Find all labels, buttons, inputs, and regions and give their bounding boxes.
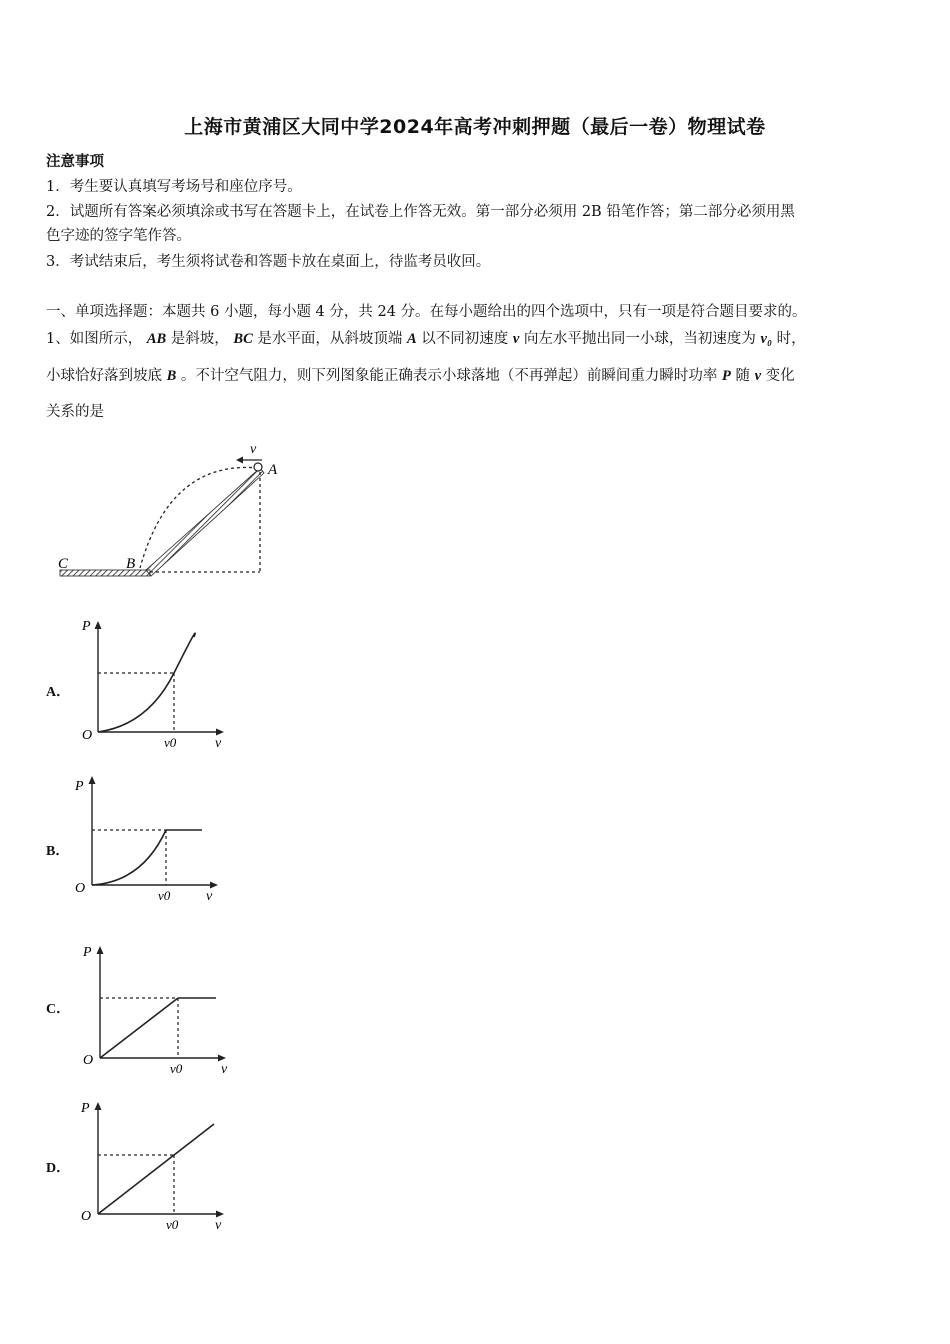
q1-a: A xyxy=(406,331,417,347)
origin-label: O xyxy=(75,881,86,896)
tick-label: v0 xyxy=(158,888,171,903)
option-d-graph xyxy=(78,1096,238,1236)
x-label: v xyxy=(221,1062,228,1077)
label-a: A xyxy=(268,462,278,478)
notice-item-2: 2．试题所有答案必须填涂或书写在答题卡上，在试卷上作答无效。第一部分必须用 2B 铅笔作答；第二部分必须用黑 xyxy=(46,204,795,220)
q1-prefix: 1、如图所示， xyxy=(46,331,143,347)
label-b: B xyxy=(126,556,136,572)
ramp-line xyxy=(100,998,178,1058)
notice-item-2-cont: 色字迹的签字笔作答。 xyxy=(46,228,191,244)
q1-line2a: 小球恰好落到坡底 xyxy=(46,368,162,384)
ball xyxy=(254,463,262,471)
section-heading: 一、单项选择题：本题共 6 小题，每小题 4 分，共 24 分。在每小题给出的四个选项中，只有一项是符合题目要求的。 xyxy=(46,304,807,320)
y-label: P xyxy=(82,619,91,634)
notice-item-3: 3．考试结束后，考生须将试卷和答题卡放在桌面上，待监考员收回。 xyxy=(46,254,491,270)
q1-p: P xyxy=(722,368,731,384)
q1-v: v xyxy=(512,331,520,347)
option-d-label: D． xyxy=(46,1161,71,1176)
x-label: v xyxy=(215,736,222,751)
question-1-line-1 xyxy=(46,329,806,349)
question-1-line-3: 关系的是 xyxy=(46,404,104,420)
x-label: v xyxy=(206,889,213,904)
q1-t3: 以不同初速度 xyxy=(421,331,509,347)
q1-line2d: 变化 xyxy=(765,368,795,384)
q1-t5: 时， xyxy=(776,331,806,347)
q1-t1: 是斜坡， xyxy=(170,331,229,347)
x-axis-arrow xyxy=(218,1055,226,1062)
curve xyxy=(92,830,166,885)
x-axis-arrow xyxy=(210,882,218,889)
ground-bc xyxy=(60,570,150,576)
option-a-label: A． xyxy=(46,685,71,700)
label-v: v xyxy=(250,442,257,457)
option-b-label: B． xyxy=(46,844,70,859)
x-label: v xyxy=(215,1218,222,1233)
tick-label: v0 xyxy=(170,1061,183,1076)
label-c: C xyxy=(58,556,69,572)
q1-v0: v₀ xyxy=(760,331,773,347)
option-b-graph xyxy=(72,772,232,912)
y-axis-arrow xyxy=(97,946,104,954)
curve xyxy=(98,633,195,732)
q1-line2c: 随 xyxy=(735,368,750,384)
origin-label: O xyxy=(83,1053,94,1068)
q1-b: B xyxy=(166,368,177,384)
ramp-line xyxy=(98,1124,214,1214)
tick-label: v0 xyxy=(164,735,177,750)
slope-figure xyxy=(50,440,290,590)
y-label: P xyxy=(83,945,92,960)
q1-t2: 是水平面，从斜坡顶端 xyxy=(257,331,403,347)
q1-v2: v xyxy=(754,368,762,384)
y-axis-arrow xyxy=(95,621,102,629)
origin-label: O xyxy=(81,1209,92,1224)
trajectory xyxy=(140,467,258,568)
q1-ab: AB xyxy=(146,331,167,347)
option-c-graph xyxy=(80,940,240,1080)
q1-bc: BC xyxy=(233,331,253,347)
q1-line2b: 。不计空气阻力，则下列图象能正确表示小球落地（不再弹起）前瞬间重力瞬时功率 xyxy=(180,368,718,384)
option-a-graph xyxy=(78,615,238,755)
q1-t4: 向左水平抛出同一小球，当初速度为 xyxy=(523,331,756,347)
y-axis-arrow xyxy=(95,1102,102,1110)
velocity-arrow-head xyxy=(236,457,243,464)
y-axis-arrow xyxy=(89,776,96,784)
notice-item-1: 1．考生要认真填写考场号和座位序号。 xyxy=(46,179,302,195)
y-label: P xyxy=(81,1101,90,1116)
y-label: P xyxy=(75,779,84,794)
option-c-label: C． xyxy=(46,1002,71,1017)
tick-label: v0 xyxy=(166,1217,179,1232)
x-axis-arrow xyxy=(216,1211,224,1218)
x-axis-arrow xyxy=(216,729,224,736)
question-1-line-2 xyxy=(46,366,795,386)
notice-heading: 注意事项 xyxy=(46,153,104,170)
origin-label: O xyxy=(82,728,93,743)
slope-ab xyxy=(146,468,264,576)
page-title: 上海市黄浦区大同中学2024年高考冲刺押题（最后一卷）物理试卷 xyxy=(184,116,766,138)
